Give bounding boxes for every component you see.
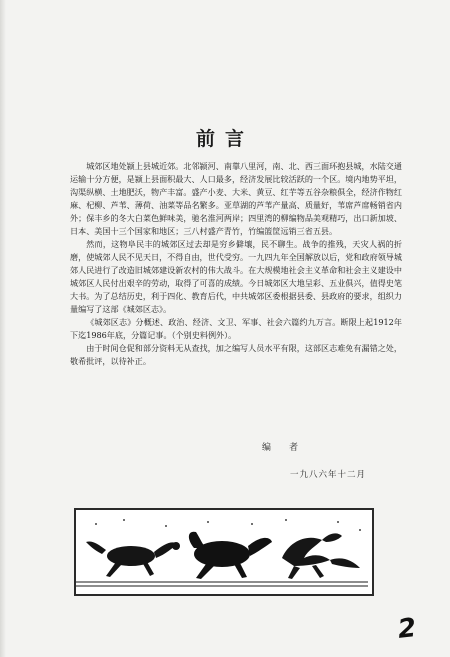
page-title: 前言 — [195, 128, 254, 150]
preface-body — [70, 160, 402, 368]
paragraph-3: 《城郊区志》分概述、政治、经济、文卫、军事、社会六篇约九万言。断限上起1912年下迄1986年底，分篇记事。（个别史料例外）。 — [70, 317, 402, 340]
paragraph-1: 城郊区地处颍上县城近郊。北邻颍河、南靠八里河，南、北、西三面环抱县城，水陆交通运输十分方便，是颍上县面积最大、人口最多，经济发展比较活跃的一个区。境内地势平坦，沟渠纵横、土地肥沃，物产丰富。盛产小麦、大米、黄豆、红芋等五谷杂粮俱全，经济作物红麻、杞柳、芦苇、薄荷、油菜等品名繁多。亚草湖的芦苇产量高、质量好，苇席芦席畅销省内外；保丰乡的冬大白菜色鲜味美，驰名淮河两岸；四里湾的柳编物品美观精巧，出口新加坡、日本、美国十三个国家和地区；三八村盛产青竹，竹编篮筐远销三省五县。 — [70, 161, 402, 236]
paragraph-4: 由于时间仓促和部分资料无从查找，加之编写人员水平有限，这部区志难免有漏错之处，敬希批评，以待补正。 — [70, 343, 402, 366]
paragraph-2: 然而，这物阜民丰的城郊区过去却是穷乡僻壤，民不聊生。战争的推残，天灾人祸的折磨，使城郊人民不见天日，不得自由，世代受穷。一九四九年全国解放以后，党和政府领导城郊人民进行了改造旧城郊建设新农村的伟大战斗。在大规模地社会主义革命和社会主义建设中城郊区人民付出艰辛的劳动，取得了可喜的成绩。今日城郊区大地呈彩、五业俱兴，值得史笔大书。为了总结历史，利于四化、教育后代，中共城郊区委根据县委、县政府的要求，组织力量编写了这部《城郊区志》。 — [70, 239, 402, 314]
animal-relief-icon — [76, 510, 368, 590]
signature-date: 一九八六年十二月 — [290, 470, 367, 480]
page-edge — [0, 0, 6, 657]
relief-banner — [74, 508, 374, 596]
signature-editor: 编者 — [262, 443, 317, 453]
page-number: 2 — [396, 613, 418, 645]
